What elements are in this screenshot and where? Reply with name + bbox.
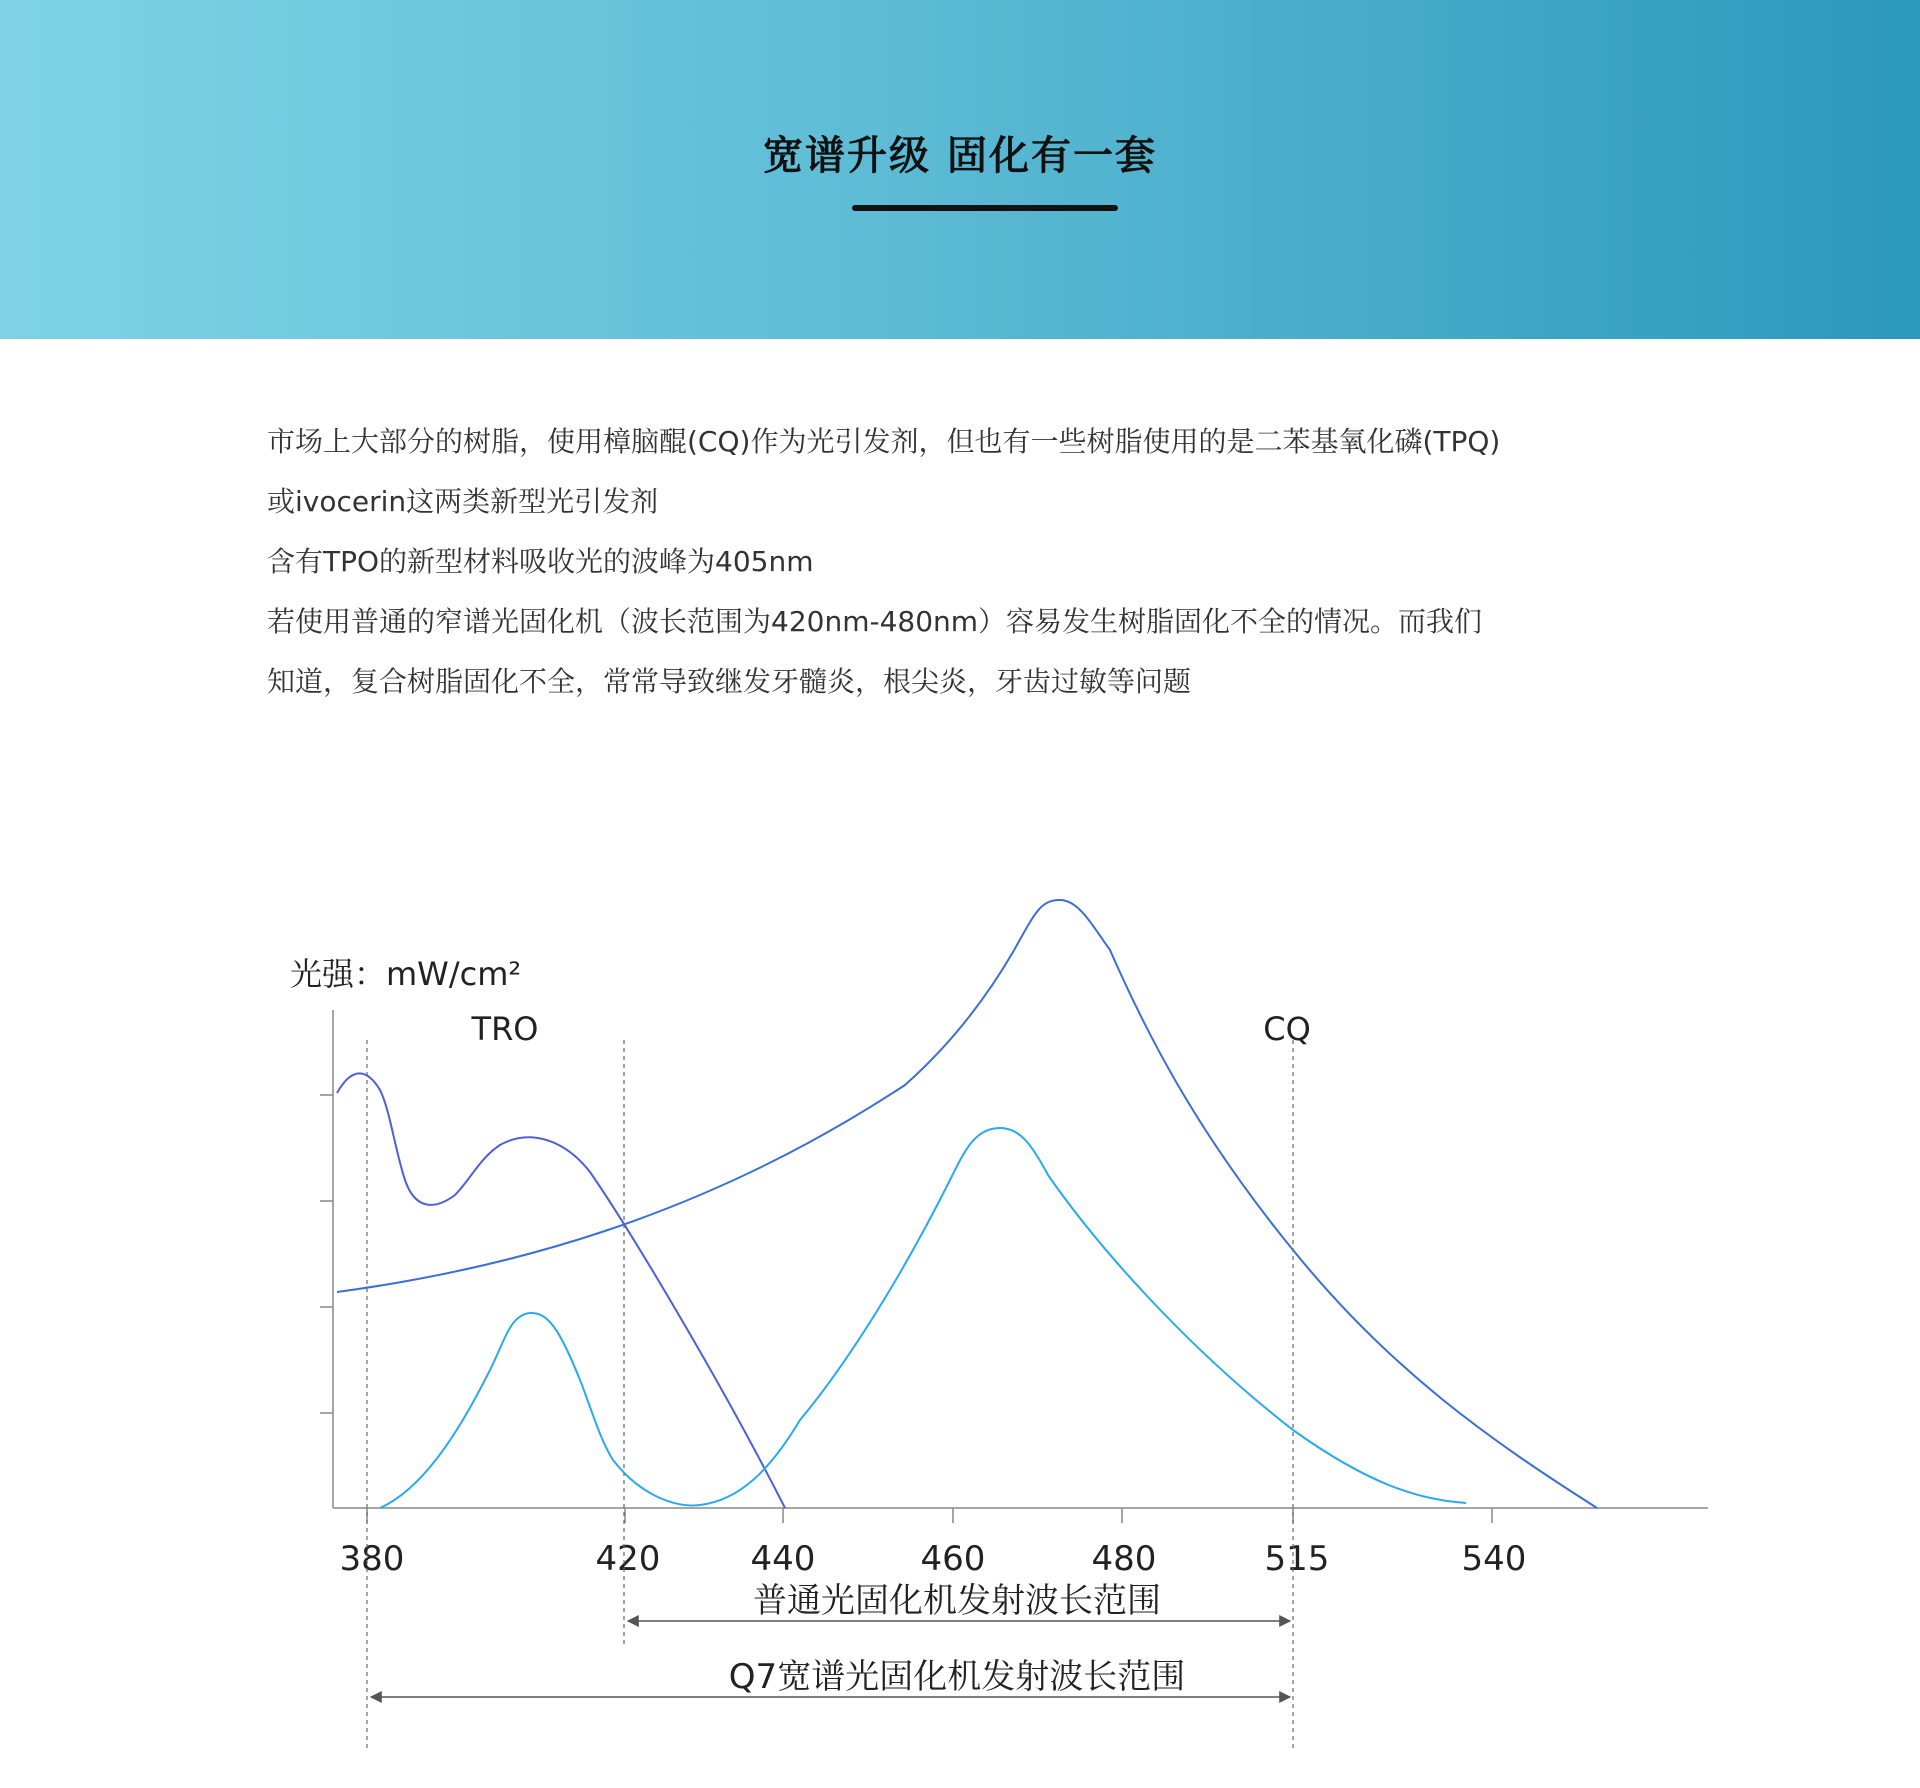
range-label-q7: Q7宽谱光固化机发射波长范围	[728, 1657, 1186, 1697]
x-tick-label-515: 515	[1264, 1539, 1330, 1579]
x-tick-label-480: 480	[1091, 1539, 1157, 1579]
series-2-curve	[337, 900, 1597, 1508]
x-tick-label-380: 380	[339, 1539, 405, 1579]
x-tick-label-420: 420	[595, 1539, 661, 1579]
range-label-standard: 普通光固化机发射波长范围	[753, 1581, 1161, 1621]
intro-line-5: 知道，复合树脂固化不全，常常导致继发牙髓炎，根尖炎，牙齿过敏等问题	[267, 665, 1192, 698]
intro-line-2: 或ivocerin这两类新型光引发剂	[267, 485, 659, 518]
intro-line-4: 若使用普通的窄谱光固化机（波长范围为420nm-480nm）容易发生树脂固化不全的情况。而我们	[267, 605, 1483, 638]
annotation-tro: TRO	[471, 1010, 539, 1048]
x-tick-label-460: 460	[920, 1539, 986, 1579]
intro-line-1: 市场上大部分的树脂，使用樟脑醌(CQ)作为光引发剂，但也有一些树脂使用的是二苯基氧化磷(TPQ)	[267, 425, 1501, 458]
y-axis-label: 光强：mW/cm²	[290, 955, 522, 993]
x-tick-label-440: 440	[750, 1539, 816, 1579]
annotation-cq: CQ	[1263, 1010, 1311, 1048]
x-tick-label-540: 540	[1461, 1539, 1527, 1579]
intro-line-3: 含有TPO的新型材料吸收光的波峰为405nm	[267, 545, 814, 578]
series-3-curve	[380, 1128, 1466, 1508]
series-1-curve	[337, 1073, 785, 1508]
page-title: 宽谱升级 固化有一套	[763, 133, 1157, 179]
